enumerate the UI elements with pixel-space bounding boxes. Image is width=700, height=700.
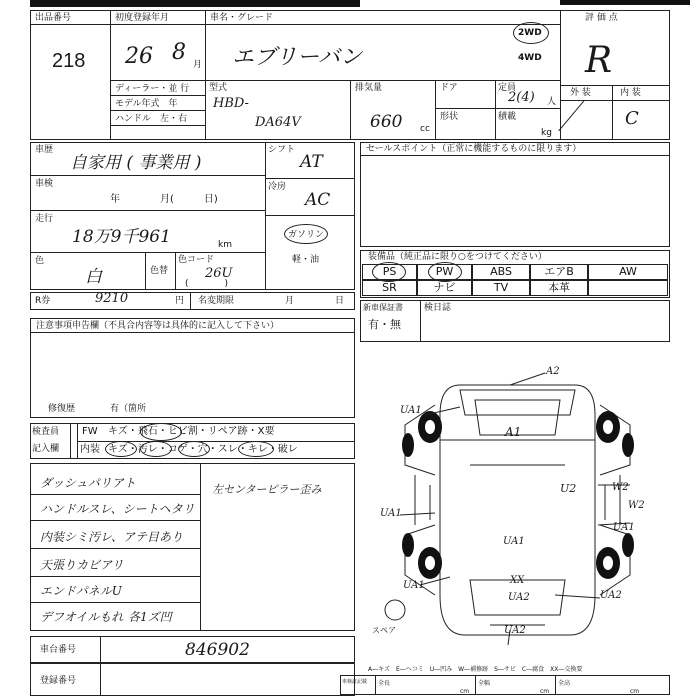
- inspection-value: 年 月( 日): [110, 194, 218, 205]
- right-note-2: 各1ズ凹: [128, 610, 172, 624]
- damage-legend: A―キズ E―ヘコミ U―凹み W―補修跡 S―サビ C―腐食 XX―交換要: [368, 666, 583, 673]
- usage-value: 自家用 ( 事業用 ): [70, 153, 202, 173]
- lot-no-value: 218: [52, 50, 86, 72]
- mark-w2-1: W2: [612, 482, 629, 493]
- grade-label: 評 価 点: [585, 13, 618, 23]
- mark-ua1-left: UA1: [380, 508, 402, 519]
- lot-no-label: 出品番号: [35, 13, 72, 23]
- color-code-paren: ( ): [185, 279, 229, 289]
- mark-ua1-center: UA1: [503, 536, 525, 547]
- mark-xx: XX: [510, 575, 525, 586]
- cm-unit-3: cm: [630, 688, 640, 695]
- recycle-row: [30, 292, 355, 310]
- top-header-strip: [30, 0, 360, 7]
- size-label-1: 全長: [378, 680, 391, 687]
- mark-ua2-center: UA2: [508, 592, 530, 603]
- equip-tv: TV: [472, 280, 530, 296]
- fuel-label: ガソリン: [288, 230, 325, 240]
- mark-ua2-bottom: UA2: [504, 625, 526, 636]
- shift-label: シフト: [268, 145, 296, 155]
- reg-row: [30, 663, 355, 696]
- usage-label: 車歴: [35, 145, 54, 155]
- type-label: 型式: [209, 83, 228, 93]
- mark-a1: A1: [505, 425, 522, 439]
- ac-label: 冷房: [268, 182, 287, 192]
- mark-u2: U2: [560, 482, 577, 495]
- color-change-label: 色替: [150, 266, 169, 276]
- notes-title: 注意事項申告欄（不具合内容等は具体的に記入して下さい）: [36, 321, 280, 331]
- interior-label-note: 内装: [80, 444, 100, 455]
- mark-a2: A2: [546, 366, 560, 377]
- mark-ua1-top: UA1: [400, 405, 422, 416]
- color-code-value: 26U: [205, 266, 233, 281]
- equipment-title: 装備品（純正品に限り○をつけてください）: [368, 252, 547, 262]
- month-unit: 月: [193, 60, 203, 70]
- equip-navi: ナビ: [417, 280, 472, 296]
- note-line-4: 天張りカビアリ: [40, 558, 124, 572]
- equip-airbag: エアB: [530, 264, 588, 280]
- warranty-value: 有・無: [368, 318, 401, 331]
- grade-value: R: [585, 40, 613, 81]
- car-name-label: 車名・グレード: [210, 13, 274, 23]
- displacement-label: 排気量: [355, 83, 383, 93]
- note-line-1: ダッシュパリアト: [40, 476, 136, 490]
- recycle-label: R券: [35, 296, 51, 306]
- notes-box: [30, 318, 355, 418]
- seats-value: 2(4): [508, 90, 535, 105]
- note-line-6: デフオイルもれ: [40, 610, 124, 624]
- entry-label: 記入欄: [32, 444, 60, 454]
- fw-label: FW: [82, 426, 98, 437]
- int-circle-2: [140, 441, 172, 457]
- sales-point-title: セールスポイント（正常に機能するものに限ります）: [366, 144, 582, 154]
- size-label-0: 車検証記載: [342, 679, 368, 685]
- equip-ps-circle: [372, 262, 406, 282]
- color-value: 白: [85, 267, 102, 287]
- drive-4wd: 4WD: [518, 53, 542, 63]
- mark-ua2-right: UA2: [600, 590, 622, 601]
- color-label: 色: [35, 256, 45, 266]
- model-year-label: モデル年式 年: [115, 99, 178, 109]
- name-change-label: 名変期限: [198, 296, 235, 306]
- reg-label: 登録番号: [40, 676, 77, 686]
- name-change-day: 日: [335, 296, 345, 306]
- weight-label: 積載: [498, 112, 517, 122]
- warranty-label: 新車保証書: [363, 303, 403, 312]
- interior-label: 内 装: [620, 88, 641, 98]
- handle-label: ハンドル 左・右: [115, 114, 188, 124]
- equip-leather: 本革: [530, 280, 588, 296]
- equip-ps: PS: [362, 264, 417, 280]
- record-label: 検日誌: [424, 303, 452, 313]
- mark-w2-2: W2: [628, 500, 645, 511]
- shape-label: 形状: [440, 112, 459, 122]
- mark-ua1-bottom-left: UA1: [403, 580, 425, 591]
- shift-value: AT: [300, 152, 323, 172]
- size-label-2: 全幅: [478, 680, 491, 687]
- equip-empty: [588, 280, 668, 296]
- chassis-value: 846902: [185, 640, 250, 660]
- seats-label: 定員: [498, 83, 517, 93]
- equip-aw: AW: [588, 264, 668, 280]
- car-name: エブリーバン: [232, 45, 363, 70]
- type-value-1: HBD-: [213, 96, 249, 111]
- seats-unit: 人: [547, 97, 557, 107]
- exterior-label: 外 装: [570, 88, 591, 98]
- cm-unit-1: cm: [460, 688, 470, 695]
- first-reg-month: 8: [172, 40, 186, 65]
- equip-sr: SR: [362, 280, 417, 296]
- fuel-alt-label: 軽・油: [292, 255, 320, 265]
- spare-label: スペア: [372, 626, 396, 635]
- inspector-label: 検査員: [32, 427, 60, 437]
- int-circle-1: [105, 441, 137, 457]
- interior-grade: C: [625, 108, 639, 129]
- door-label: ドア: [440, 83, 458, 93]
- int-circle-3: [178, 441, 210, 457]
- repair-label: 修復歴: [48, 404, 76, 414]
- right-note-1: 左センターピラー歪み: [212, 483, 322, 496]
- mileage-label: 走行: [35, 214, 54, 224]
- kg-unit: kg: [541, 128, 552, 138]
- inspection-label: 車検: [35, 179, 54, 189]
- fuel-circle: [284, 224, 328, 244]
- recycle-value: 9210: [95, 291, 129, 306]
- repair-value: 有（箇所: [110, 404, 147, 414]
- note-line-5: エンドパネルU: [40, 584, 122, 598]
- drive-2wd-circle: [513, 22, 549, 44]
- equip-pw: PW: [417, 264, 472, 280]
- name-change-month: 月: [285, 296, 295, 306]
- cm-unit-2: cm: [540, 688, 550, 695]
- dealer-label: ディーラー・並 行: [115, 84, 190, 94]
- drive-2wd: 2WD: [518, 28, 542, 38]
- size-label-3: 全高: [558, 680, 571, 687]
- chassis-label: 車台番号: [40, 645, 77, 655]
- displacement-value: 660: [370, 112, 403, 132]
- fw-items: キズ・飛石・ヒビ割・リペア跡・X要: [108, 426, 275, 437]
- sales-point-box: [360, 142, 670, 247]
- mileage-value: 18万9千961: [72, 227, 171, 247]
- color-code-label: 色コード: [178, 255, 215, 265]
- note-line-3: 内装シミ汚レ、アテ目あり: [40, 530, 184, 544]
- int-circle-4: [238, 441, 274, 457]
- type-value-2: DA64V: [255, 115, 301, 130]
- fw-circle-1: [140, 423, 182, 441]
- mark-ua1-right: UA1: [613, 522, 635, 533]
- equip-abs: ABS: [472, 264, 530, 280]
- warranty-box: [360, 300, 670, 342]
- ac-value: AC: [305, 190, 331, 210]
- top-header-strip-right: [560, 0, 690, 5]
- note-line-2: ハンドルスレ、シートヘタリ: [40, 502, 195, 516]
- first-reg-label: 初度登録年月: [115, 13, 170, 23]
- first-reg-year: 26: [125, 44, 153, 69]
- cc-unit: cc: [420, 124, 430, 134]
- interior-items: キズ・汚レ・コゲ・穴・スレ・キレ・破レ: [108, 444, 298, 455]
- yen-unit: 円: [175, 296, 185, 306]
- km-unit: km: [218, 240, 232, 250]
- equip-pw-circle: [428, 262, 462, 282]
